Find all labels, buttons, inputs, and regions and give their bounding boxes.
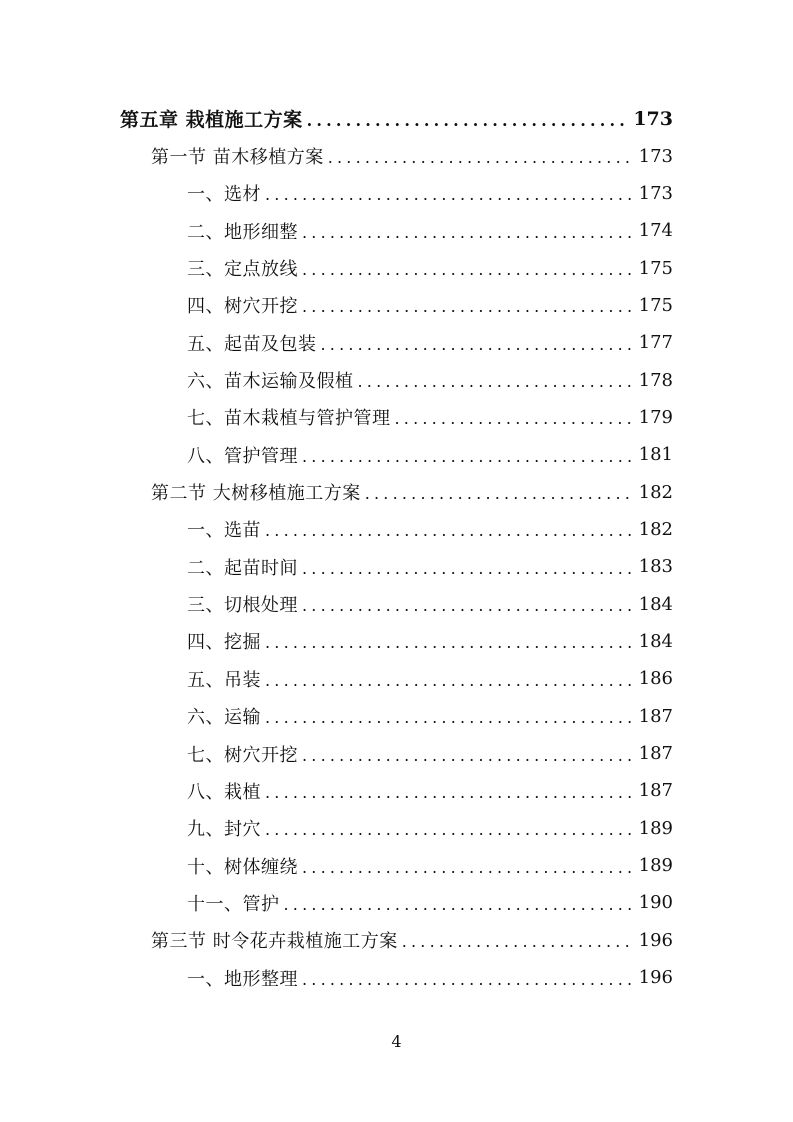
toc-entry-title: 四、挖掘 [187,632,261,654]
toc-entry-title: 一、地形整理 [187,968,298,990]
toc-entry-page: 186 [638,668,673,690]
toc-entry-page: 173 [633,107,673,130]
toc-dot-leader [358,374,635,390]
toc-entry-title: 五、起苗及包装 [187,333,317,355]
toc-dot-leader [302,262,635,278]
toc-entry-title: 八、栽植 [187,781,261,803]
page-number: 4 [391,1032,402,1051]
toc-dot-leader [302,225,635,241]
toc-entry-page: 187 [638,705,673,727]
toc-entry-page: 184 [638,630,673,652]
toc-entry[interactable] [0,623,793,660]
toc-entry-title: 第二节 大树移植施工方案 [151,483,361,505]
toc-entry[interactable] [0,810,793,847]
toc-entry-title: 第一节 苗木移植方案 [151,147,324,169]
toc-entry[interactable] [0,175,793,212]
toc-entry-page: 174 [638,220,673,242]
toc-entry-page: 189 [638,817,673,839]
toc-dot-leader [321,337,635,353]
table-of-contents [0,100,793,996]
toc-entry-page: 190 [638,892,673,914]
toc-entry-title: 三、定点放线 [187,259,298,281]
toc-entry[interactable] [0,698,793,735]
toc-entry[interactable] [0,137,793,174]
toc-dot-leader [307,113,630,129]
toc-entry-title: 五、吊装 [187,669,261,691]
toc-entry[interactable] [0,473,793,510]
toc-entry-page: 187 [638,780,673,802]
toc-dot-leader [302,972,635,988]
toc-entry-page: 175 [638,294,673,316]
toc-dot-leader [328,150,635,166]
toc-entry[interactable] [0,287,793,324]
toc-entry-page: 175 [638,257,673,279]
toc-entry[interactable] [0,511,793,548]
toc-entry-page: 173 [638,182,673,204]
toc-dot-leader [265,635,635,651]
toc-entry-page: 178 [638,369,673,391]
toc-entry-page: 187 [638,743,673,765]
toc-dot-leader [265,822,635,838]
toc-dot-leader [402,934,635,950]
toc-entry-page: 196 [638,929,673,951]
toc-entry-page: 173 [638,145,673,167]
toc-entry-title: 第五章 栽植施工方案 [120,109,303,132]
toc-dot-leader [265,187,635,203]
toc-entry-page: 181 [638,444,673,466]
toc-entry[interactable] [0,324,793,361]
toc-entry-title: 九、封穴 [187,819,261,841]
toc-dot-leader [302,598,635,614]
toc-entry[interactable] [0,772,793,809]
toc-entry-title: 十一、管护 [187,893,280,915]
toc-entry-title: 三、切根处理 [187,595,298,617]
toc-dot-leader [302,449,635,465]
toc-entry-title: 七、苗木栽植与管护管理 [187,408,391,430]
toc-entry-title: 十、树体缠绕 [187,856,298,878]
toc-dot-leader [395,411,635,427]
toc-entry[interactable] [0,361,793,398]
toc-entry-title: 四、树穴开挖 [187,296,298,318]
toc-dot-leader [265,785,635,801]
toc-entry-title: 一、选苗 [187,520,261,542]
toc-entry[interactable] [0,585,793,622]
toc-entry[interactable] [0,884,793,921]
toc-entry-page: 184 [638,593,673,615]
toc-dot-leader [302,860,635,876]
toc-entry-page: 177 [638,332,673,354]
toc-dot-leader [284,897,635,913]
toc-entry-title: 六、运输 [187,707,261,729]
toc-entry[interactable] [0,212,793,249]
toc-entry-title: 一、选材 [187,184,261,206]
toc-dot-leader [302,561,635,577]
toc-entry-page: 196 [638,967,673,989]
toc-entry-page: 179 [638,406,673,428]
toc-entry-title: 六、苗木运输及假植 [187,371,354,393]
toc-entry[interactable] [0,548,793,585]
toc-entry-title: 第三节 时令花卉栽植施工方案 [151,931,398,953]
toc-entry-title: 八、管护管理 [187,445,298,467]
toc-entry[interactable] [0,100,793,137]
toc-entry-page: 183 [638,556,673,578]
toc-entry-title: 七、树穴开挖 [187,744,298,766]
toc-entry-title: 二、地形细整 [187,221,298,243]
toc-dot-leader [302,299,635,315]
toc-entry[interactable] [0,922,793,959]
toc-entry-page: 182 [638,518,673,540]
toc-entry-page: 182 [638,481,673,503]
toc-entry-title: 二、起苗时间 [187,557,298,579]
toc-entry[interactable] [0,735,793,772]
toc-entry[interactable] [0,399,793,436]
toc-dot-leader [265,710,635,726]
toc-dot-leader [265,523,635,539]
toc-dot-leader [302,748,635,764]
toc-dot-leader [265,673,635,689]
toc-entry[interactable] [0,436,793,473]
toc-entry[interactable] [0,847,793,884]
toc-entry[interactable] [0,249,793,286]
toc-dot-leader [365,486,635,502]
toc-entry[interactable] [0,660,793,697]
toc-entry-page: 189 [638,855,673,877]
toc-entry[interactable] [0,959,793,996]
